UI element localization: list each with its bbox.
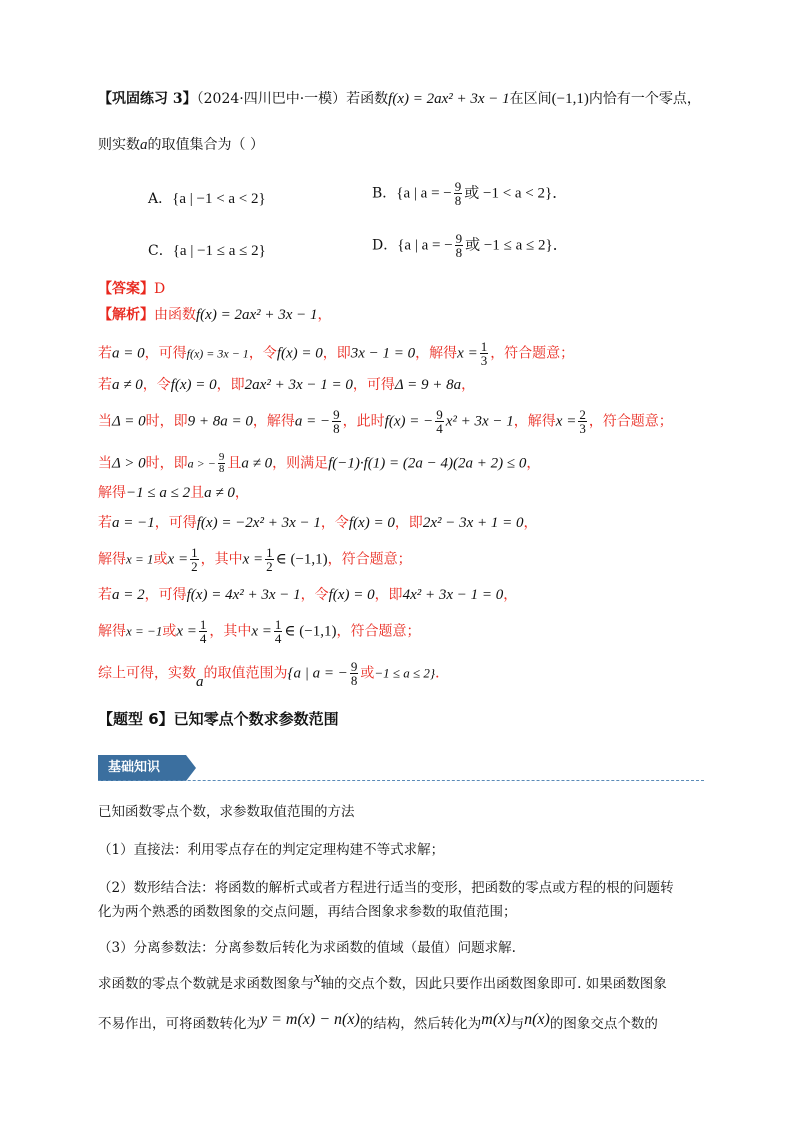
analysis-text: 时，即 (145, 413, 188, 430)
math: a ≠ 0 (112, 377, 143, 393)
analysis-text: 解得 (98, 485, 126, 501)
question-text: 的取值集合为（ ） (147, 137, 264, 153)
math: f(−1)·f(1) = (2a − 4)(2a + 2) ≤ 0 (328, 455, 527, 472)
analysis-text: ，其中 (200, 551, 243, 568)
question-interval: (−1,1) (551, 91, 589, 107)
paragraph-text: 不易作出，可将函数转化为 (98, 1016, 260, 1032)
math: x = (457, 345, 478, 362)
analysis-line-2 (98, 340, 574, 367)
analysis-line-10 (98, 618, 420, 645)
analysis-line-5 (98, 452, 540, 475)
math: −1 ≤ a ≤ 2 (126, 485, 191, 501)
math: f(x) = 0 (170, 377, 217, 393)
section-paragraph-4: （3）分离参数法：分离参数后转化为求函数的值域（最值）问题求解. (98, 940, 516, 956)
math: ∈ (−1,1) (284, 623, 337, 640)
option-value: {a | −1 ≤ a ≤ 2} (172, 243, 266, 259)
analysis-text: 若 (98, 345, 112, 362)
analysis-text: 若 (98, 587, 112, 603)
math: ∈ (−1,1) (275, 551, 328, 568)
question-function: f(x) = 2ax² + 3x − 1 (388, 91, 510, 107)
analysis-text: ，符合题意； (588, 413, 673, 430)
question-line-1 (98, 88, 701, 108)
analysis-text: ，令 (300, 587, 329, 603)
knowledge-tag: 基础知识 (98, 755, 186, 781)
analysis-text: ，即 (216, 377, 245, 393)
analysis-line-4 (98, 408, 673, 435)
math: y = m(x) − n(x) (260, 1011, 360, 1028)
analysis-text: 或 (162, 623, 177, 640)
math: x = (167, 551, 189, 568)
math: x = (251, 623, 272, 640)
analysis-text: 若 (98, 377, 112, 393)
fraction: $\frac{9}{8}$ (350, 659, 358, 688)
analysis-text: ，符合题意； (327, 551, 412, 568)
math: f(x) = 4x² + 3x − 1 (186, 587, 301, 603)
math: x² + 3x − 1 (445, 413, 514, 430)
math: 2ax² + 3x − 1 = 0 (244, 377, 353, 393)
analysis-text: ， (503, 587, 518, 603)
math: f(x) = 0 (276, 345, 323, 362)
fraction: $\frac{9}{8}$ (218, 451, 225, 475)
analysis-text: ，解得 (415, 345, 458, 362)
question-text: 内恰有一个零点， (588, 91, 701, 107)
analysis-text: 解得 (98, 551, 126, 568)
section-paragraph-6 (98, 1012, 658, 1033)
analysis-line-7 (98, 512, 538, 532)
math: 2x² − 3x + 1 = 0 (422, 515, 524, 531)
analysis-text: ， (526, 455, 541, 472)
math: 9 + 8a = 0 (187, 413, 253, 430)
math: f(x) = 0 (328, 587, 375, 603)
fraction: $\frac{9}{8}$ (455, 231, 463, 260)
analysis-text: ，解得 (513, 413, 556, 430)
paragraph-text: 求函数的零点个数就是求函数图象与 (98, 976, 314, 992)
analysis-text: ，即 (394, 515, 423, 531)
fraction: $\frac{9}{8}$ (333, 407, 340, 436)
math: f(x) = − (384, 413, 434, 430)
fraction: $\frac{1}{4}$ (274, 617, 282, 646)
math: a > − (187, 456, 216, 471)
analysis-text: 或 (360, 665, 375, 682)
answer-line (98, 278, 165, 298)
fraction: $\frac{9}{4}$ (436, 407, 443, 436)
analysis-text: 的取值范围为 (203, 665, 288, 682)
option-value: {a | −1 < a < 2} (172, 191, 266, 207)
analysis-text: 或 (153, 551, 168, 568)
analysis-text: ，符合题意； (490, 345, 575, 362)
analysis-text: ，可得 (154, 515, 197, 531)
analysis-text: ， (317, 307, 332, 323)
option-value: {a | a = − (396, 185, 452, 202)
math: m(x) (481, 1011, 511, 1028)
option-label: B． (372, 185, 397, 202)
analysis-text: ． (435, 665, 450, 682)
math: x = (242, 551, 264, 568)
math: a = 2 (112, 587, 145, 603)
analysis-line-1 (98, 304, 332, 324)
analysis-text: ，令 (248, 345, 277, 362)
question-line-2 (98, 134, 264, 154)
math: x = (555, 413, 577, 430)
math: n(x) (524, 1011, 550, 1028)
analysis-line-11 (98, 659, 450, 690)
math: −1 ≤ a ≤ 2} (374, 665, 436, 681)
option-value: 或 −1 < a < 2}． (464, 185, 568, 202)
analysis-text: 时，即 (145, 455, 188, 472)
analysis-text: ，即 (322, 345, 351, 362)
math: f(x) = 3x − 1 (186, 346, 249, 361)
question-text: 在区间 (509, 91, 552, 107)
answer-label: 【答案】 (98, 281, 154, 297)
question-text: 则实数 (98, 137, 140, 153)
analysis-text: ，解得 (252, 413, 295, 430)
analysis-text: 解得 (98, 623, 126, 640)
analysis-text: ，则满足 (272, 455, 329, 472)
analysis-text: ，此时 (342, 413, 385, 430)
section-paragraph-2: （1）直接法：利用零点存在的判定定理构建不等式求解； (98, 842, 445, 858)
question-tag: 【巩固练习 3】 (98, 91, 197, 107)
math: f(x) = 2ax² + 3x − 1 (196, 307, 318, 323)
option-a[interactable] (148, 188, 266, 208)
analysis-text: ，其中 (209, 623, 252, 640)
math: a = 0 (112, 345, 145, 362)
math: Δ = 9 + 8a (394, 377, 462, 393)
analysis-text: ，可得 (144, 587, 187, 603)
analysis-text: ，即 (374, 587, 403, 603)
math: f(x) = −2x² + 3x − 1 (196, 515, 321, 531)
fraction: $\frac{1}{3}$ (480, 339, 488, 368)
analysis-text: ， (461, 377, 476, 393)
paragraph-text: 的图象交点个数的 (549, 1016, 658, 1032)
math: x = 1 (126, 551, 154, 567)
math: a = − (294, 413, 331, 430)
math: a ≠ 0 (204, 485, 235, 501)
math: 3x − 1 = 0 (350, 345, 416, 362)
analysis-text: 当 (98, 413, 112, 430)
math: Δ = 0 (112, 413, 146, 430)
option-d[interactable] (372, 232, 568, 259)
math: x (314, 970, 321, 986)
section-paragraph-5 (98, 972, 667, 993)
math: {a | a = − (287, 665, 348, 682)
question-var: a (140, 137, 148, 153)
section-title: 【题型 6】已知零点个数求参数范围 (98, 710, 339, 728)
analysis-line-9 (98, 584, 517, 604)
section-divider (98, 780, 704, 781)
analysis-text: 综上可得，实数 (98, 665, 196, 682)
option-label: C． (148, 243, 173, 259)
section-paragraph-1: 已知函数零点个数，求参数取值范围的方法 (98, 804, 355, 820)
question-source: （2024·四川巴中·一模）若函数 (196, 91, 389, 107)
math: x = −1 (126, 623, 163, 639)
paragraph-text: 轴的交点个数，因此只要作出函数图象即可. 如果函数图象 (320, 976, 667, 992)
option-value: 或 −1 ≤ a ≤ 2}． (465, 237, 568, 254)
paragraph-text: 的结构，然后转化为 (359, 1016, 482, 1032)
analysis-line-6 (98, 482, 249, 502)
analysis-text: 若 (98, 515, 112, 531)
analysis-text: 由函数 (154, 307, 196, 323)
analysis-text: 当 (98, 455, 112, 472)
section-paragraph-3b: 化为两个熟悉的函数图象的交点问题，再结合图象求参数的取值范围； (98, 904, 517, 920)
math: 4x² + 3x − 1 = 0 (402, 587, 504, 603)
option-b[interactable] (372, 180, 567, 207)
section-paragraph-3a: （2）数形结合法：将函数的解析式或者方程进行适当的变形，把函数的零点或方程的根的问题转 (98, 880, 674, 896)
paragraph-text: 与 (510, 1016, 525, 1032)
analysis-text: ，令 (142, 377, 171, 393)
option-label: A． (148, 191, 173, 207)
analysis-text: ，令 (320, 515, 349, 531)
analysis-text: 且 (190, 485, 205, 501)
math: a = −1 (112, 515, 155, 531)
math: f(x) = 0 (348, 515, 395, 531)
math: a ≠ 0 (241, 455, 273, 472)
analysis-text: ， (234, 485, 249, 501)
analysis-text: ，可得 (352, 377, 395, 393)
analysis-label: 【解析】 (98, 307, 154, 323)
analysis-line-3 (98, 374, 475, 394)
fraction: $\frac{1}{2}$ (266, 545, 273, 574)
analysis-text: ，符合题意； (336, 623, 421, 640)
answer-value: D (154, 281, 166, 297)
fraction: $\frac{1}{2}$ (191, 545, 198, 574)
math: Δ > 0 (112, 455, 146, 472)
fraction: $\frac{1}{4}$ (199, 617, 207, 646)
analysis-text: ， (523, 515, 538, 531)
math: x = (176, 623, 197, 640)
analysis-text: 且 (227, 455, 242, 472)
option-label: D． (372, 237, 398, 254)
fraction: $\frac{9}{8}$ (454, 179, 462, 208)
math: a (196, 673, 204, 690)
fraction: $\frac{2}{3}$ (579, 407, 586, 436)
analysis-line-8 (98, 546, 412, 573)
analysis-text: ，可得 (144, 345, 187, 362)
option-value: {a | a = − (397, 237, 453, 254)
option-c[interactable] (148, 240, 266, 260)
